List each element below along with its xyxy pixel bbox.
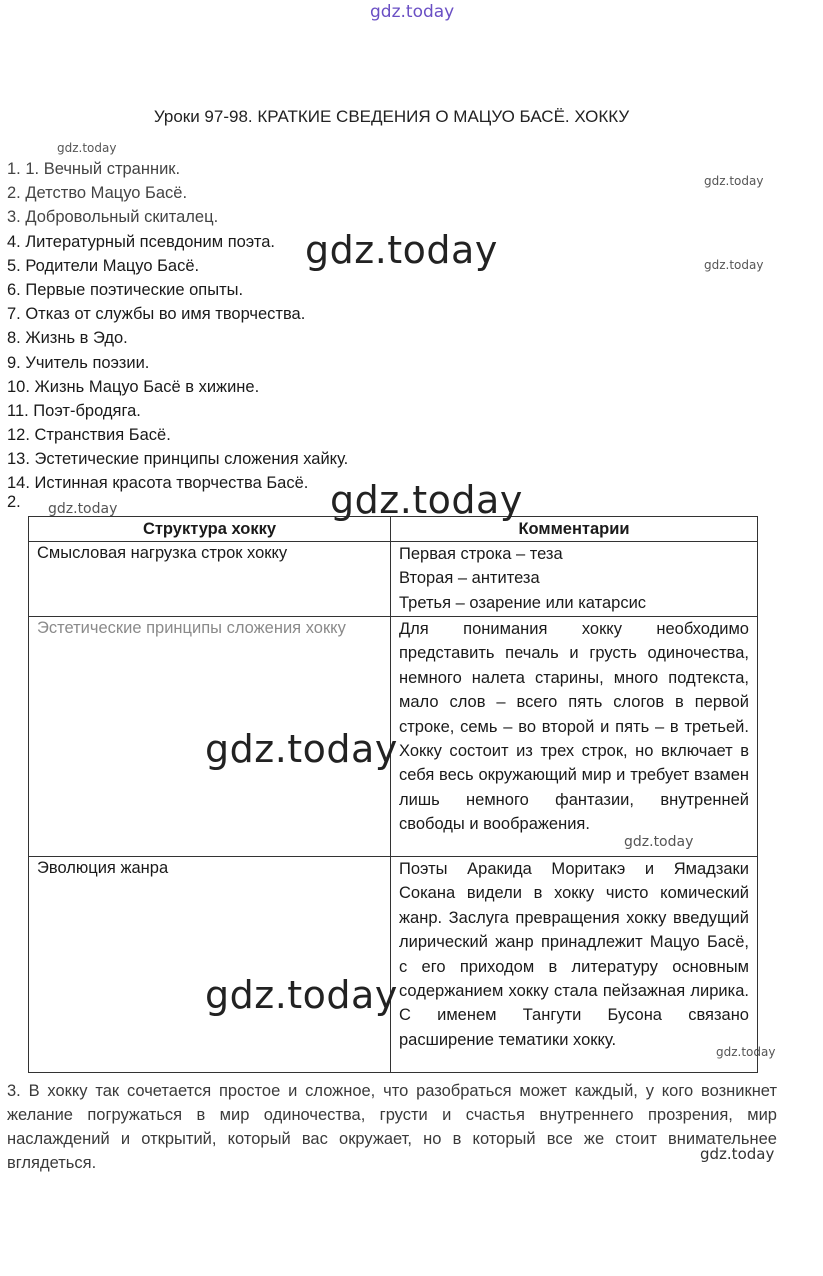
watermark-small: gdz.today [624, 834, 694, 850]
table-row [29, 857, 758, 1073]
column-header-structure: Структура хокку [29, 517, 391, 542]
top-watermark: gdz.today [370, 2, 455, 22]
watermark-small: gdz.today [700, 1145, 775, 1163]
comment-line: Первая строка – теза [399, 545, 563, 563]
watermark-small: gdz.today [57, 141, 117, 155]
row-label: Эстетические принципы сложения хокку [29, 617, 391, 857]
watermark-big: gdz.today [205, 727, 398, 771]
list-item: 13. Эстетические принципы сложения хайку. [7, 450, 349, 469]
list-item: 10. Жизнь Мацуо Басё в хижине. [7, 377, 260, 396]
list-item: 2. Детство Мацуо Басё. [7, 184, 188, 203]
list-item: 8. Жизнь в Эдо. [7, 329, 128, 348]
watermark-big: gdz.today [305, 228, 498, 272]
comment-line: Третья – озарение или катарсис [399, 593, 647, 612]
watermark-small: gdz.today [716, 1045, 776, 1059]
list-item: 7. Отказ от службы во имя творчества. [7, 305, 306, 324]
list-item: 4. Литературный псевдоним поэта. [7, 232, 275, 251]
row-comment [391, 542, 758, 617]
watermark-big: gdz.today [205, 973, 398, 1017]
watermark-small: gdz.today [48, 501, 118, 517]
section-2-number: 2. [7, 493, 21, 511]
list-item: 14. Истинная красота творчества Басё. [7, 474, 309, 493]
row-label: Смысловая нагрузка строк хокку [29, 542, 391, 617]
column-header-comments: Комментарии [391, 517, 758, 542]
comment-line: Вторая – антитеза [399, 569, 540, 588]
list-item: 5. Родители Мацуо Басё. [7, 256, 200, 275]
table-row [29, 542, 758, 617]
watermark-big: gdz.today [330, 478, 523, 522]
list-item: 6. Первые поэтические опыты. [7, 280, 244, 299]
watermark-small: gdz.today [704, 174, 764, 188]
page-title: Уроки 97-98. КРАТКИЕ СВЕДЕНИЯ О МАЦУО БАСЁ. ХОККУ [153, 107, 630, 126]
list-item: 3. Добровольный скиталец. [7, 208, 219, 227]
list-item: 11. Поэт-бродяга. [7, 401, 141, 420]
list-item: 12. Странствия Басё. [7, 426, 171, 445]
row-comment: Для понимания хокку необходимо представить печаль и грусть одиночества, немного налета старины, много подтекста, мало слов – всего пять слогов в первой строке, семь – во второй и пять – в третьей. Хокку состоит из трех строк, но включает в себя весь окружающий мир и требует взамен лишь немного фантазии, внутренней свободы и воображения. [391, 617, 758, 857]
topic-list [7, 157, 348, 496]
row-comment: Поэты Аракида Моритакэ и Ямадзаки Сокана видели в хокку чисто комический жанр. Заслуга превращения хокку введущий лирический жанр принадлежит Мацуо Басё, с его приходом в литературу основным содержанием хокку стала пейзажная лирика. С именем Тангути Бусона связано расширение тематики хокку. [391, 857, 758, 1073]
list-item: 9. Учитель поэзии. [7, 353, 150, 372]
row-label: Эволюция жанра [29, 857, 391, 1073]
watermark-small: gdz.today [704, 258, 764, 272]
list-item: 1. 1. Вечный странник. [7, 160, 181, 178]
section-3-paragraph: 3. В хокку так сочетается простое и сложное, что разобраться может каждый, у кого возникнет желание погружаться в мир одиночества, грусти и счастья внутреннего прозрения, мир наслаждений и открытий, который вас окружает, но в который все же стоит внимательнее вглядеться. [7, 1082, 777, 1172]
